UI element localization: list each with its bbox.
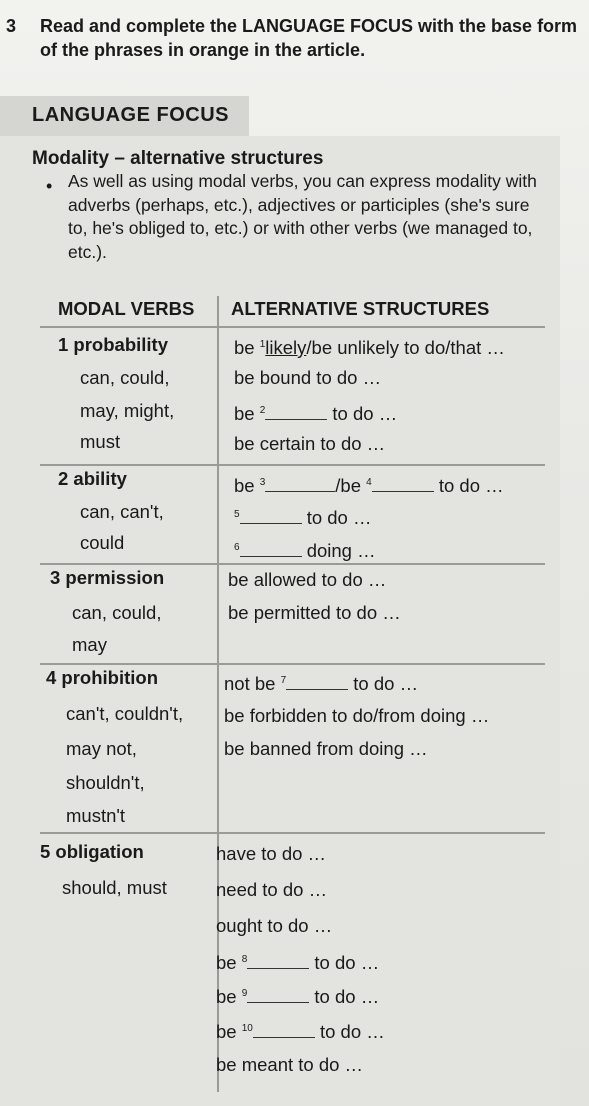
row-divider bbox=[40, 832, 545, 834]
structure-line: not be $^7$ to do … bbox=[224, 673, 419, 695]
bullet-point: • bbox=[46, 176, 53, 196]
example-answer: likely bbox=[265, 337, 307, 359]
answer-blank bbox=[265, 401, 327, 420]
structure-line: have to do … bbox=[216, 843, 327, 864]
language-focus-tab bbox=[0, 96, 249, 136]
structure-line: need to do … bbox=[216, 879, 328, 900]
answer-blank bbox=[372, 473, 434, 492]
structure-line: be permitted to do … bbox=[228, 602, 401, 623]
answer-blank bbox=[253, 1019, 315, 1038]
answer-blank bbox=[240, 538, 302, 557]
row-divider bbox=[40, 464, 545, 466]
structure-line: be allowed to do … bbox=[228, 569, 387, 590]
header-rule bbox=[40, 326, 545, 328]
structure-line: ought to do … bbox=[216, 915, 333, 936]
modal-verbs-text: can, could, bbox=[80, 367, 170, 388]
category-obligation: 5 obligation bbox=[40, 841, 144, 862]
structure-line: be forbidden to do/from doing … bbox=[224, 705, 490, 726]
modal-verbs-text: must bbox=[80, 431, 121, 452]
modal-verbs-text: should, must bbox=[62, 877, 167, 898]
header-modal-verbs: MODAL VERBS bbox=[58, 298, 195, 319]
answer-blank bbox=[247, 950, 309, 969]
category-permission: 3 permission bbox=[50, 567, 165, 588]
row-divider bbox=[40, 663, 545, 665]
modal-verbs-text: mustn't bbox=[66, 805, 126, 826]
structure-line: be $^8$ to do … bbox=[216, 952, 380, 974]
language-focus-label: LANGUAGE FOCUS bbox=[32, 104, 229, 126]
modal-verbs-text: may not, bbox=[66, 738, 137, 759]
structure-line: $^6$ doing … bbox=[234, 540, 376, 562]
structure-line: be banned from doing … bbox=[224, 738, 428, 759]
header-alternative-structures: ALTERNATIVE STRUCTURES bbox=[231, 298, 490, 319]
structure-line: be meant to do … bbox=[216, 1054, 364, 1075]
answer-blank bbox=[240, 505, 302, 524]
modal-verbs-text: shouldn't, bbox=[66, 772, 145, 793]
structure-line: $^5$ to do … bbox=[234, 507, 372, 529]
structure-line: be bound to do … bbox=[234, 367, 382, 388]
intro-paragraph: As well as using modal verbs, you can express modality with adverbs (perhaps, etc.), adjectives or participles (she's sure to, he's obliged to, etc.) or with other verbs (we managed to, etc.). bbox=[68, 171, 537, 262]
answer-blank bbox=[286, 671, 348, 690]
exercise-number: 3 bbox=[6, 16, 17, 36]
answer-blank bbox=[265, 473, 335, 492]
modal-verbs-text: may, might, bbox=[80, 400, 175, 421]
answer-blank bbox=[247, 984, 309, 1003]
category-probability: 1 probability bbox=[58, 334, 168, 355]
modal-verbs-text: can, could, bbox=[72, 602, 162, 623]
exercise-text: Read and complete the LANGUAGE FOCUS with the base form of the phrases in orange in the article. bbox=[40, 16, 578, 60]
structure-line: be $^9$ to do … bbox=[216, 986, 380, 1008]
category-ability: 2 ability bbox=[58, 468, 127, 489]
structure-line: be $^2$ to do … bbox=[234, 403, 398, 425]
modal-verbs-text: may bbox=[72, 634, 107, 655]
section-subheading: Modality – alternative structures bbox=[32, 148, 324, 169]
category-prohibition: 4 prohibition bbox=[46, 667, 159, 688]
structure-line: be $^{10}$ to do … bbox=[216, 1021, 385, 1043]
modal-verbs-text: can, can't, bbox=[80, 501, 164, 522]
modal-verbs-text: could bbox=[80, 532, 125, 553]
modal-verbs-text: can't, couldn't, bbox=[66, 703, 184, 724]
structure-line: be certain to do … bbox=[234, 433, 386, 454]
row-divider bbox=[40, 563, 545, 565]
structure-line: be $^3$ /be $^4$ to do … bbox=[234, 475, 504, 497]
structure-line: be $^1$likely/be unlikely to do/that … bbox=[234, 337, 505, 359]
